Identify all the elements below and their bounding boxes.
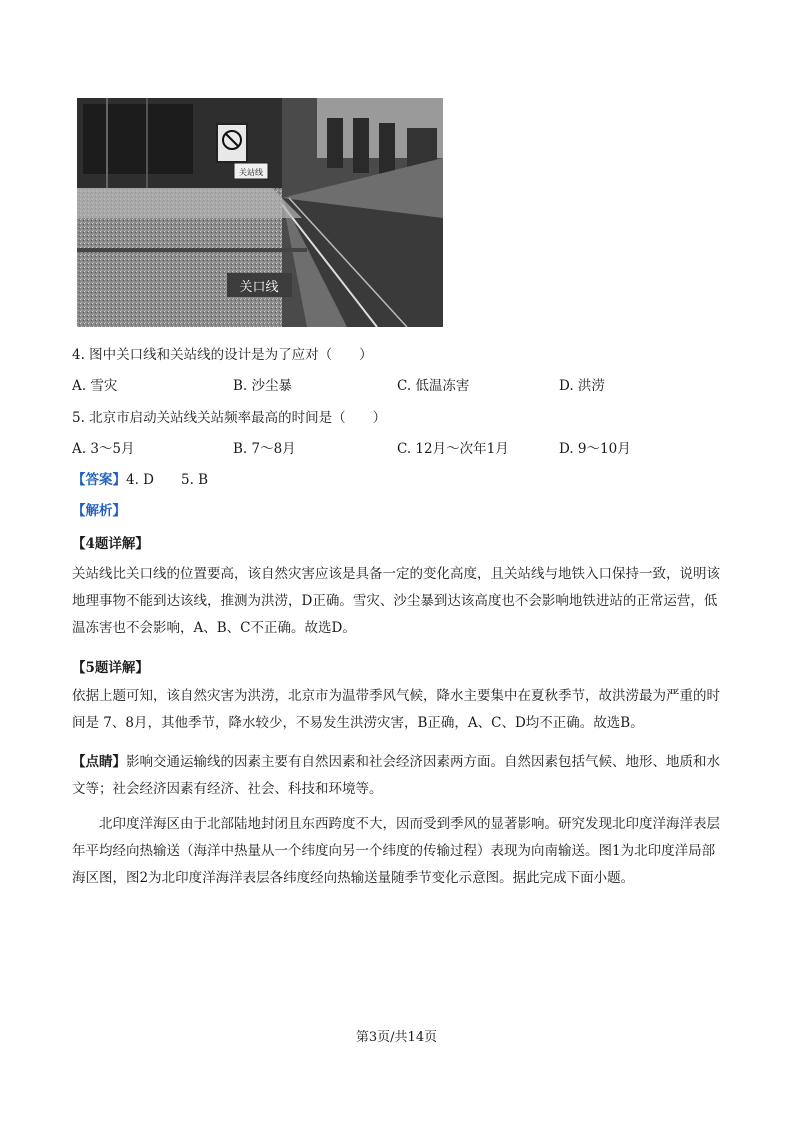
question-5-stem: 5. 北京市启动关站线关站频率最高的时间是（ ） [72,410,387,426]
q4-option-b: B. 沙尘暴 [233,378,293,394]
answer-text: 4. D 5. B [126,472,209,488]
page-footer: 第3页/共14页 [355,1030,438,1045]
q5-option-d: D. 9～10月 [559,441,631,457]
detail-5-label: 【5题详解】 [72,660,149,676]
q5-option-a: A. 3～5月 [72,441,135,457]
tip-paragraph [72,749,722,803]
q4-option-a: A. 雪灾 [72,378,118,394]
q4-option-d: D. 洪涝 [559,378,605,394]
photo-illustration [77,98,443,327]
q5-option-b: B. 7～8月 [233,441,296,457]
question-4-stem: 4. 图中关口线和关站线的设计是为了应对（ ） [72,347,373,363]
tip-label: 【点睛】 [72,754,126,770]
q4-option-c: C. 低温冻害 [397,378,470,394]
intro-paragraph: 北印度洋海区由于北部陆地封闭且东西跨度不大，因而受到季风的显著影响。研究发现北印度洋海洋表层年平均经向热输送（海洋中热量从一个纬度向另一个纬度的传输过程）表现为向南输送。图1为北印度洋局部海区图，图2为北印度洋海洋表层各纬度经向热输送量随季节变化示意图。据此完成下面小题。 [72,816,720,886]
detail-5-text: 依据上题可知，该自然灾害为洪涝，北京市为温带季风气候，降水主要集中在夏秋季节，故洪涝最为严重的时间是 7、8月，其他季节，降水较少，不易发生洪涝灾害，B正确，A、C、D均不正确。故选B。 [72,688,720,731]
sign-label: 关站线 [239,168,263,177]
answer-label: 【答案】 [72,472,126,488]
subway-entrance-photo [77,98,443,327]
line-label: 关口线 [239,280,279,295]
detail-4-label: 【4题详解】 [72,536,149,552]
q5-option-c: C. 12月～次年1月 [397,441,509,457]
tip-text: 影响交通运输线的因素主要有自然因素和社会经济因素两方面。自然因素包括气候、地形、地质和水文等；社会经济因素有经济、社会、科技和环境等。 [72,754,720,797]
answer-line [72,471,208,489]
detail-4-text: 关站线比关口线的位置要高，该自然灾害应该是具备一定的变化高度，且关站线与地铁入口保持一致，说明该地理事物不能到达该线，推测为洪涝，D正确。雪灾、沙尘暴到达该高度也不会影响地铁进站的正常运营，低温冻害也不会影响，A、B、C不正确。故选D。 [72,566,720,636]
analysis-label: 【解析】 [72,503,126,519]
